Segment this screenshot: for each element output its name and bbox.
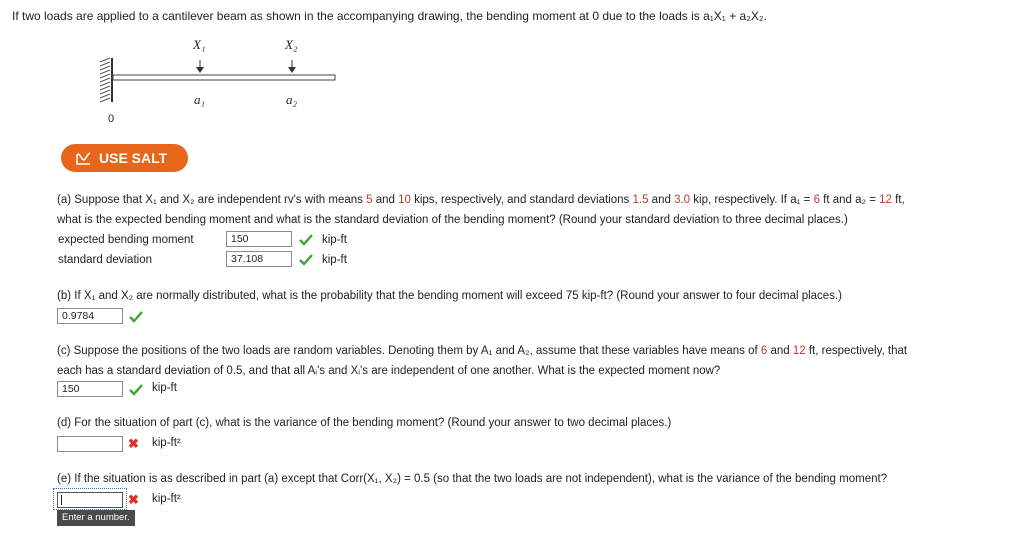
x-mark-icon: ✖ <box>128 492 139 507</box>
load-arrow-2 <box>288 67 296 73</box>
x1-label: X₁ <box>193 37 206 52</box>
part-c-question-line1: (c) Suppose the positions of the two loads are random variables. Denoting them by A₁ and A₂, assume that these variables have means of 6 and 12 ft, respectively, that <box>57 345 908 357</box>
check-icon <box>299 254 313 266</box>
origin-label: 0 <box>108 113 115 125</box>
salt-chart-icon <box>75 151 91 165</box>
standard-deviation-unit: kip-ft <box>322 254 347 266</box>
check-icon <box>299 234 313 246</box>
expected-moment-unit: kip-ft <box>322 234 347 246</box>
x2-label: X₂ <box>285 37 298 52</box>
standard-deviation-label: standard deviation <box>58 254 152 266</box>
part-b-question: (b) If X₁ and X₂ are normally distributed, what is the probability that the bending moment will exceed 75 kip-ft? (Round your answer to four decimal places.) <box>57 290 842 302</box>
variance-unit: kip-ft² <box>152 437 181 449</box>
probability-input[interactable] <box>57 308 123 324</box>
text-cursor <box>61 495 62 505</box>
part-c-question-line2: each has a standard deviation of 0.5, and that all Aᵢ's and Xᵢ's are independent of one another. What is the expected moment now? <box>57 365 721 377</box>
expected-moment-label: expected bending moment <box>58 234 194 246</box>
part-d-question: (d) For the situation of part (c), what is the variance of the bending moment? (Round your answer to two decimal places.) <box>57 417 672 429</box>
part-a-question-line1: (a) Suppose that X₁ and X₂ are independent rv's with means 5 and 10 kips, respectively, and standard deviations 1.5 and 3.0 kip, respectively. If a₁ = 6 ft and a₂ = 12 ft, <box>57 194 905 206</box>
check-icon <box>129 384 143 396</box>
cantilever-beam-diagram <box>90 36 350 128</box>
wall-hatch <box>100 58 110 102</box>
salt-button-label: USE SALT <box>99 150 168 166</box>
part-a-question-line2: what is the expected bending moment and what is the standard deviation of the bending moment? (Round your standard deviation to three decimal places.) <box>57 214 848 226</box>
expected-moment-input[interactable] <box>226 231 292 247</box>
part-e-question: (e) If the situation is as described in part (a) except that Corr(X₁, X₂) = 0.5 (so that the two loads are not independent), what is the variance of the bending moment? <box>57 473 888 485</box>
enter-number-tooltip: Enter a number. <box>57 510 135 526</box>
expected-moment-now-input[interactable] <box>57 381 123 397</box>
use-salt-button[interactable] <box>61 144 188 172</box>
check-icon <box>129 311 143 323</box>
correlated-variance-input[interactable] <box>57 492 123 508</box>
expected-moment-now-unit: kip-ft <box>152 382 177 394</box>
a1-label: a₁ <box>194 92 206 107</box>
load-arrow-1 <box>196 67 204 73</box>
standard-deviation-input[interactable] <box>226 251 292 267</box>
beam <box>113 75 335 80</box>
correlated-variance-unit: kip-ft² <box>152 493 181 505</box>
variance-input[interactable] <box>57 436 123 452</box>
problem-intro: If two loads are applied to a cantilever beam as shown in the accompanying drawing, the bending moment at 0 due to the loads is a₁X₁ + a₂X₂. <box>12 9 767 23</box>
x-mark-icon: ✖ <box>128 436 139 451</box>
a2-label: a₂ <box>286 92 298 107</box>
